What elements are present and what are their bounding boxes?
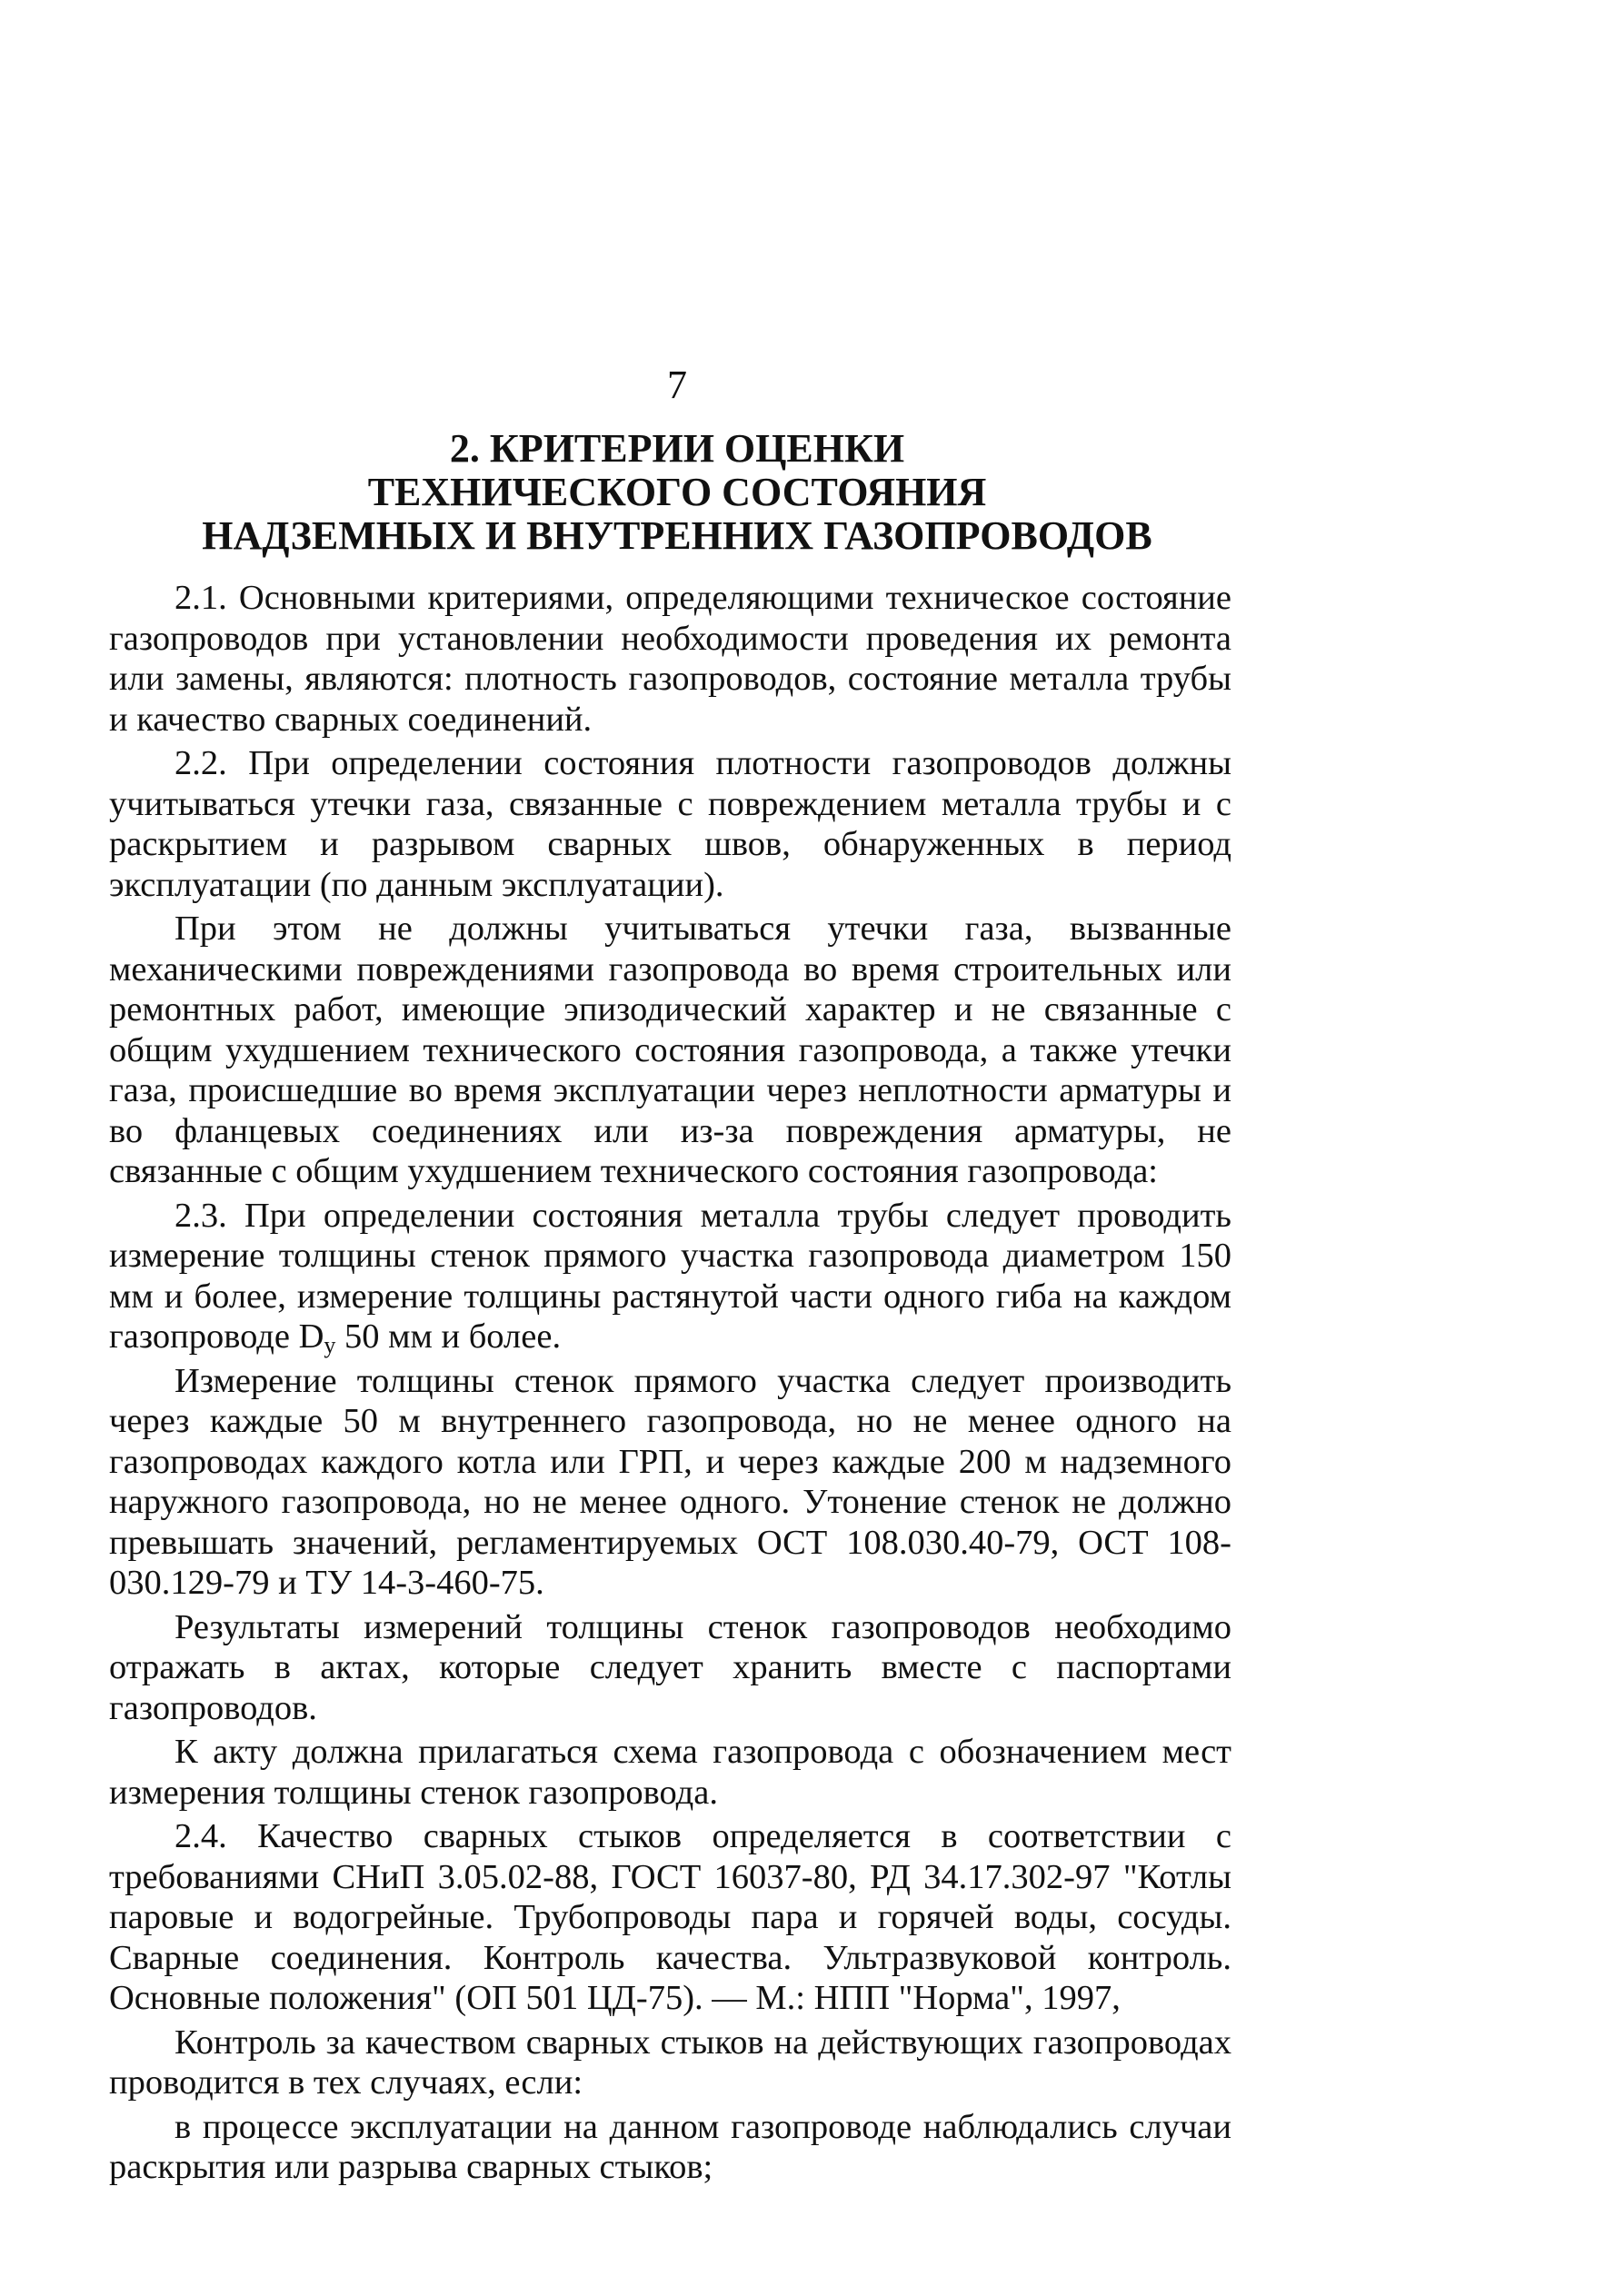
paragraph-weld-control: Контроль за качеством сварных стыков на действующих газопроводах проводится в тех случаях, если: bbox=[109, 2023, 1231, 2102]
section-heading-line: НАДЗЕМНЫХ И ВНУТРЕННИХ ГАЗОПРОВОДОВ bbox=[202, 513, 1152, 558]
body-text bbox=[109, 578, 1231, 2192]
page-number: 7 bbox=[667, 363, 687, 407]
paragraph-leak-exclusions: При этом не должны учитываться утечки газа, вызванные механическими повреждениями газопровода во время строительных или ремонтных работ, имеющие эпизодический характер и не связанные с общим ухудшением технического состояния газопровода, а также утечки газа, происшедшие во время эксплуатации через неплотности арматуры и во фланцевых соединениях или из-за повреждения арматуры, не связанные с общим ухудшением технического состояния газопровода: bbox=[109, 909, 1231, 1190]
paragraph-measurement-interval: Измерение толщины стенок прямого участка следует производить через каждые 50 м внутреннего газопровода, но не менее одного на газопроводах каждого котла или ГРП, и через каждые 200 м надземного наружного газопровода, но не менее одного. Утонение стенок не должно превышать значений, регламентируемых ОСТ 108.030.40-79, ОСТ 108-030.129-79 и ТУ 14-3-460-75. bbox=[109, 1361, 1231, 1602]
paragraph-2-4: 2.4. Качество сварных стыков определяется в соответствии с требованиями СНиП 3.05.02-88, ГОСТ 16037-80, РД 34.17.302-97 "Котлы паровые и водогрейные. Трубопроводы пара и горячей воды, сосуды. Сварные соединения. Контроль качества. Ультразвуковой контроль. Основные положения" (ОП 501 ЦД-75). — М.: НПП "Норма", 1997, bbox=[109, 1817, 1231, 2017]
paragraph-2-3 bbox=[109, 1196, 1231, 1357]
paragraph-2-1: 2.1. Основными критериями, определяющими техническое состояние газопроводов при установлении необходимости проведения их ремонта или замены, являются: плотность газопроводов, состояние металла трубы и качество сварных соединений. bbox=[109, 579, 1231, 739]
paragraph-2-3-text: 2.3. При определении состояния металла трубы следует проводить измерение толщины стенок прямого участка газопровода диаметром 150 мм и более, измерение толщины растянутой части одного гиба на каждом газопроводе D bbox=[109, 1196, 1231, 1356]
paragraph-2-3-tail: 50 мм и более. bbox=[335, 1317, 562, 1356]
paragraph-2-2: 2.2. При определении состояния плотности газопроводов должны учитываться утечки газа, связанные с повреждением металла трубы и с раскрытием и разрывом сварных швов, обнаруженных в период эксплуатации (по данным эксплуатации). bbox=[109, 744, 1231, 904]
diameter-subscript: у bbox=[324, 1332, 336, 1358]
section-heading bbox=[0, 427, 1354, 558]
paragraph-weld-failure-cases: в процессе эксплуатации на данном газопроводе наблюдались случаи раскрытия или разрыва сварных стыков; bbox=[109, 2107, 1231, 2186]
section-heading-line: 2. КРИТЕРИИ ОЦЕНКИ bbox=[449, 426, 905, 471]
paragraph-act-scheme: К акту должна прилагаться схема газопровода с обозначением мест измерения толщины стенок газопровода. bbox=[109, 1733, 1231, 1812]
section-heading-line: ТЕХНИЧЕСКОГО СОСТОЯНИЯ bbox=[367, 470, 987, 514]
paragraph-measurement-records: Результаты измерений толщины стенок газопроводов необходимо отражать в актах, которые следует хранить вместе с паспортами газопроводов. bbox=[109, 1607, 1231, 1727]
